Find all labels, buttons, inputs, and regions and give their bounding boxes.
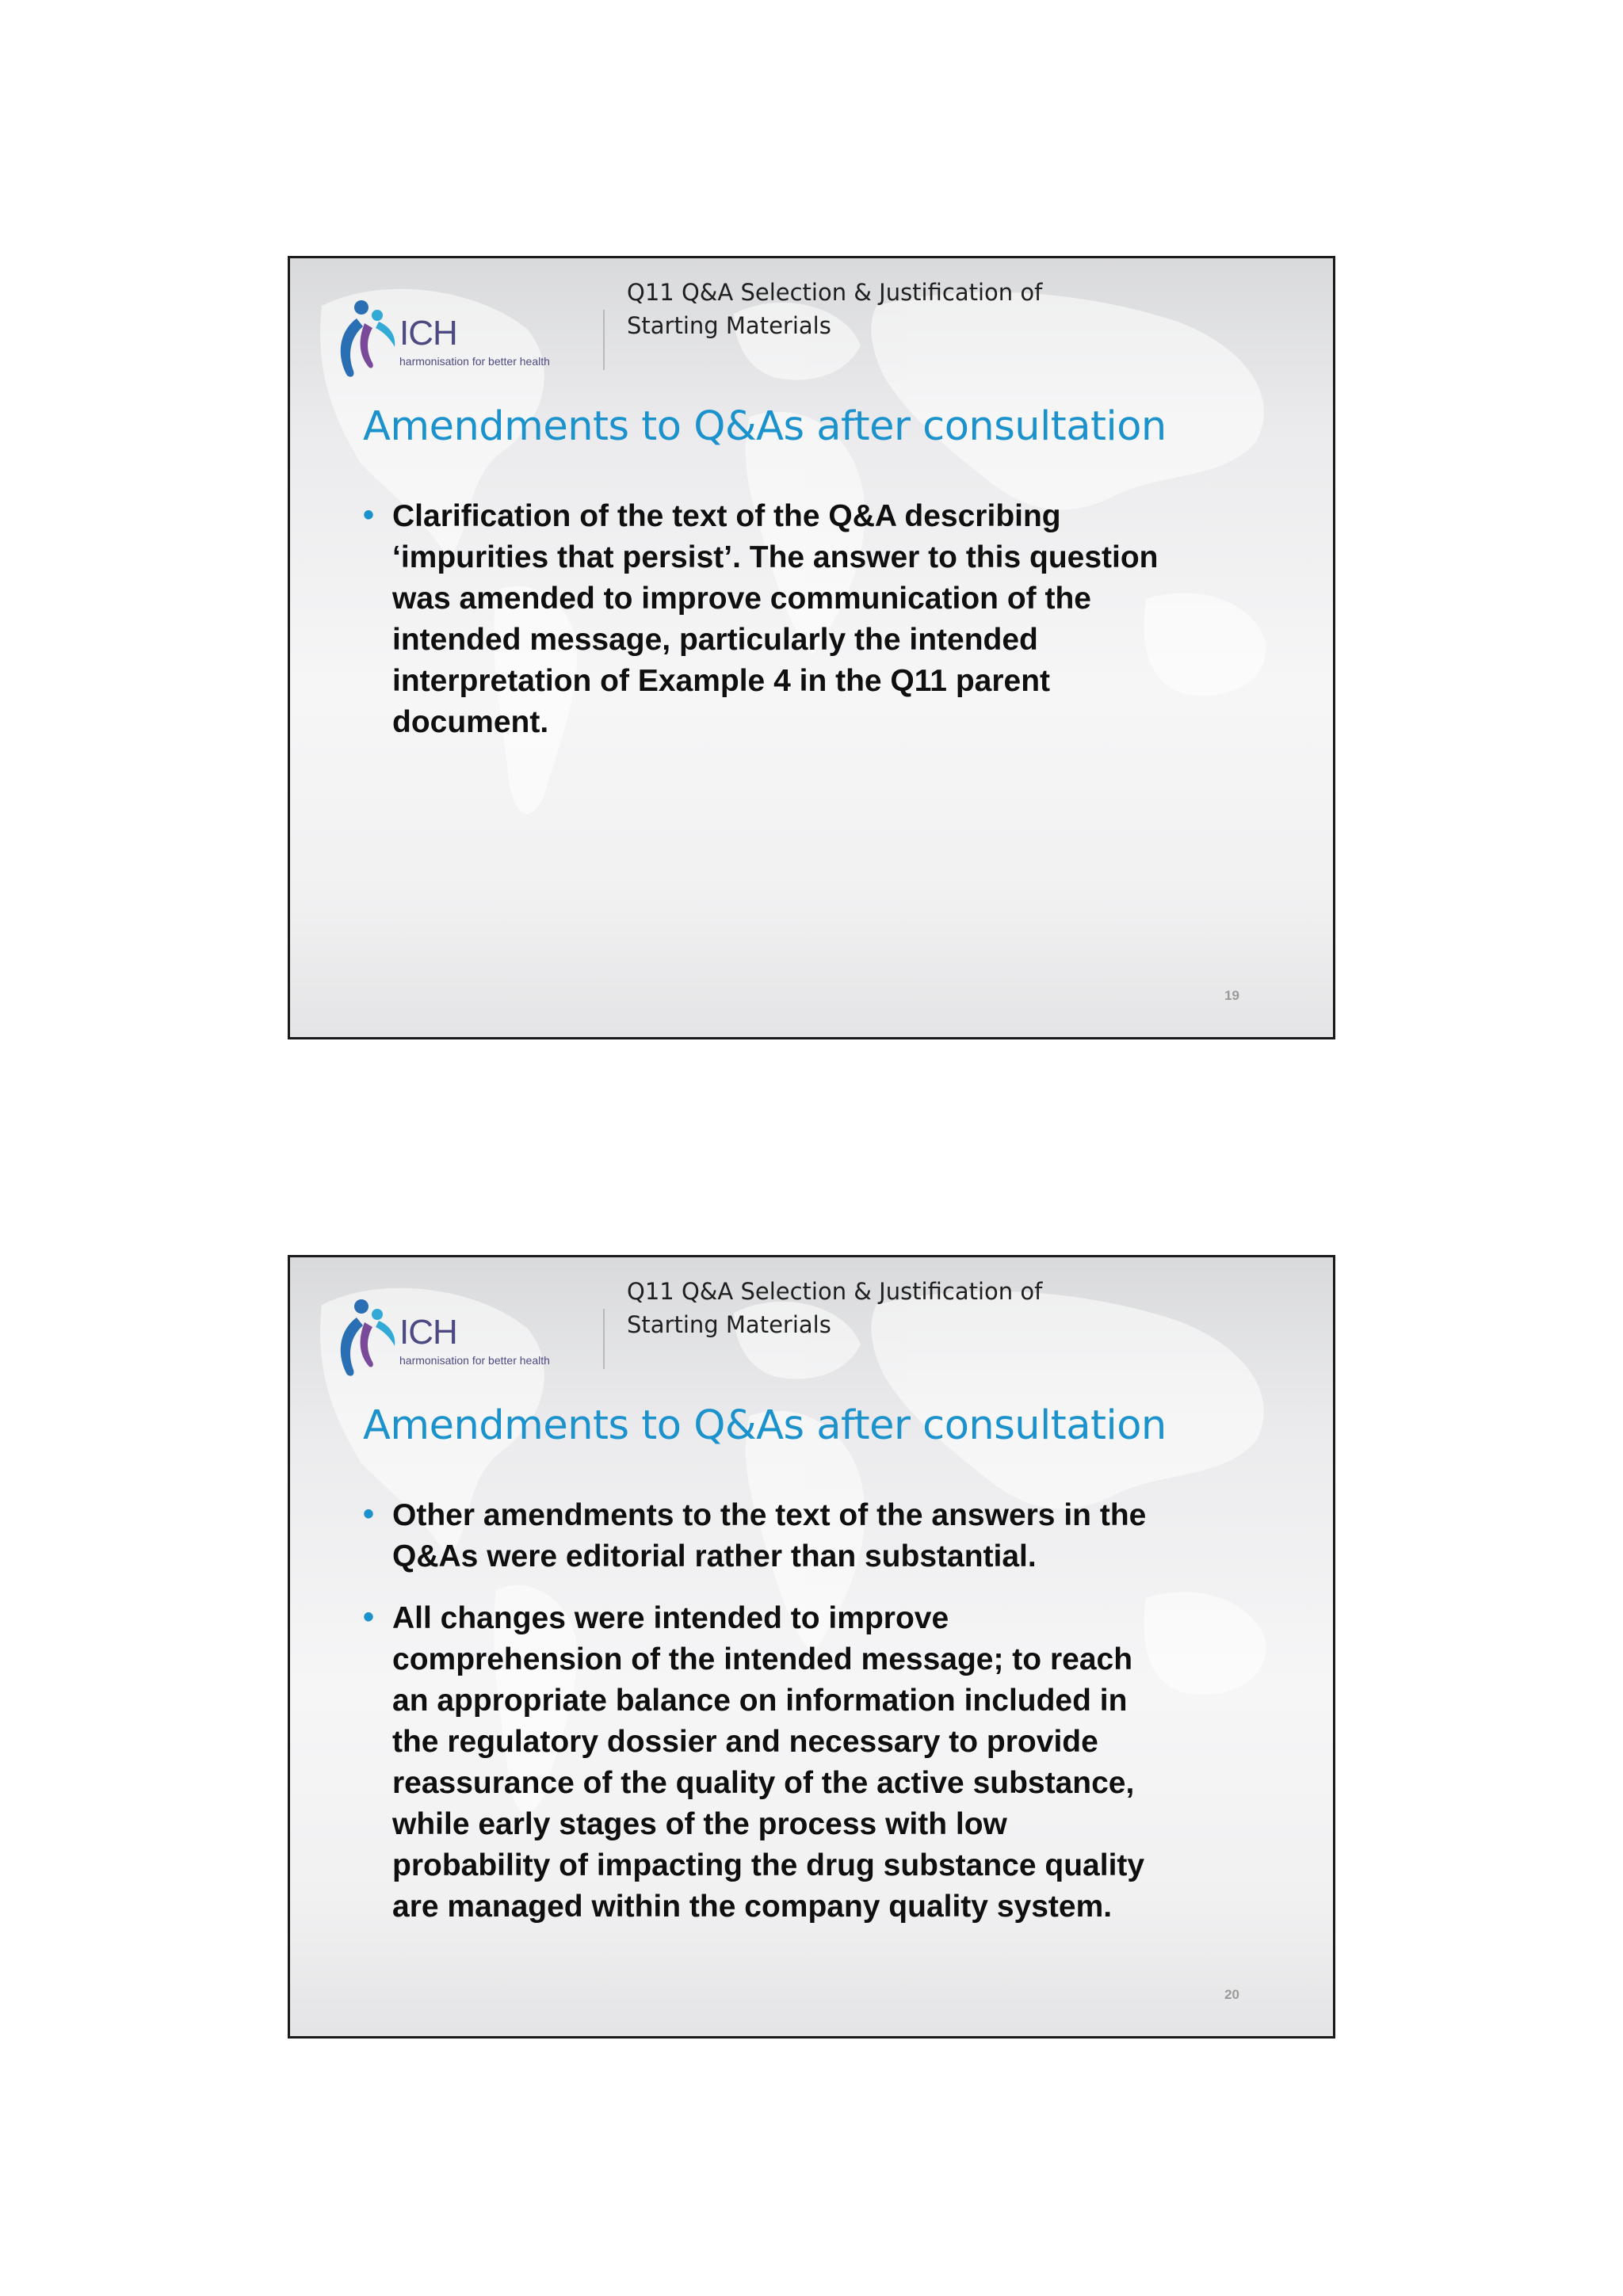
bullet-list bbox=[363, 1495, 1266, 1948]
bullet-line: document. bbox=[392, 705, 549, 739]
logo-tagline: harmonisation for better health bbox=[399, 1354, 550, 1367]
ich-figure-logo-icon bbox=[331, 1291, 403, 1378]
slide-20 bbox=[288, 1255, 1335, 2039]
header-title bbox=[627, 276, 1102, 342]
bullet-line: the regulatory dossier and necessary to provide bbox=[392, 1725, 1098, 1759]
bullet-line: was amended to improve communication of the bbox=[392, 582, 1091, 616]
bullet-icon: • bbox=[363, 498, 375, 532]
header-divider bbox=[603, 310, 605, 370]
bullet-icon: • bbox=[363, 1497, 375, 1531]
slide-title: Amendments to Q&As after consultation bbox=[363, 1402, 1167, 1449]
bullet-line: Q&As were editorial rather than substantial. bbox=[392, 1539, 1037, 1573]
bullet-line: intended message, particularly the intended bbox=[392, 623, 1038, 657]
bullet-line: probability of impacting the drug substance quality bbox=[392, 1848, 1145, 1882]
bullet-line: comprehension of the intended message; to reach bbox=[392, 1642, 1133, 1676]
bullet-line: ‘impurities that persist’. The answer to this question bbox=[392, 540, 1159, 574]
bullet-icon: • bbox=[363, 1600, 375, 1634]
logo-tagline: harmonisation for better health bbox=[399, 355, 550, 368]
bullet-line: Other amendments to the text of the answers in the bbox=[392, 1498, 1147, 1532]
header-divider bbox=[603, 1309, 605, 1369]
bullet-line: an appropriate balance on information included in bbox=[392, 1684, 1128, 1718]
slide-number: 19 bbox=[1224, 988, 1239, 1003]
bullet-line: reassurance of the quality of the active substance, bbox=[392, 1766, 1135, 1800]
bullet-item bbox=[363, 1598, 1266, 1928]
bullet-line: while early stages of the process with low bbox=[392, 1807, 1007, 1841]
logo-text: ICH bbox=[399, 314, 457, 353]
bullet-item bbox=[363, 1495, 1266, 1577]
bullet-line: Clarification of the text of the Q&A describing bbox=[392, 499, 1061, 533]
header-line: Starting Materials bbox=[627, 1311, 831, 1338]
slide-19 bbox=[288, 256, 1335, 1039]
ich-figure-logo-icon bbox=[331, 292, 403, 379]
bullet-item bbox=[363, 496, 1266, 743]
header-line: Q11 Q&A Selection & Justification of bbox=[627, 279, 1043, 306]
logo-text: ICH bbox=[399, 1313, 457, 1352]
header-line: Q11 Q&A Selection & Justification of bbox=[627, 1278, 1043, 1305]
header-title bbox=[627, 1275, 1102, 1341]
bullet-line: are managed within the company quality system. bbox=[392, 1890, 1113, 1924]
slide-title: Amendments to Q&As after consultation bbox=[363, 403, 1167, 450]
ich-logo bbox=[331, 1291, 569, 1378]
bullet-line: All changes were intended to improve bbox=[392, 1601, 949, 1635]
bullet-line: interpretation of Example 4 in the Q11 parent bbox=[392, 664, 1051, 698]
header-line: Starting Materials bbox=[627, 312, 831, 339]
slide-number: 20 bbox=[1224, 1987, 1239, 2002]
bullet-list bbox=[363, 496, 1266, 764]
ich-logo bbox=[331, 292, 569, 379]
